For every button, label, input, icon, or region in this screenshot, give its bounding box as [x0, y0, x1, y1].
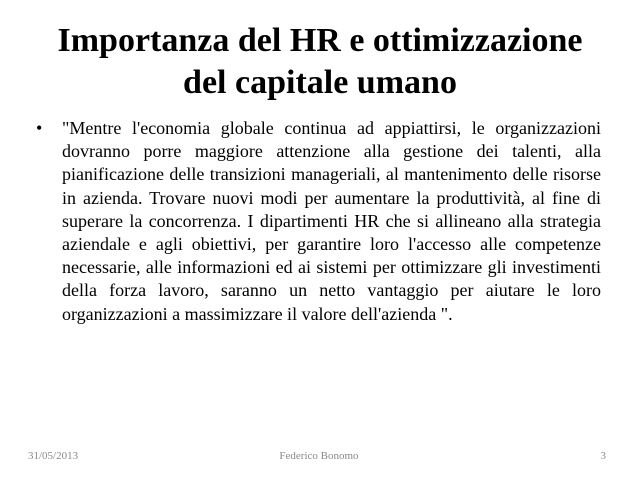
bullet-paragraph: "Mentre l'economia globale continua ad appiattirsi, le organizzazioni dovranno porre maggiore attenzione alla gestione dei talenti, alla pianificazione delle transizioni manageriali, al mantenimento delle risorse in azienda. Trovare nuovi modi per aumentare la produttività, al fine di superare la concorrenza. I dipartimenti HR che si allineano alla strategia aziendale e agli obiettivi, per garantire loro l'accesso alle competenze necessarie, alle informazioni ed ai sistemi per ottimizzare gli investimenti della forza lavoro, saranno un netto vantaggio per aiutare le loro organizzazioni a massimizzare il valore dell'azienda ". [62, 118, 601, 324]
slide-body [36, 117, 601, 326]
footer-date: 31/05/2013 [28, 450, 79, 462]
bullet-marker: • [36, 118, 43, 138]
slide-title-line-2: del capitale umano [183, 64, 457, 101]
footer-page-number: 3 [600, 450, 606, 462]
slide-title [20, 20, 620, 104]
slide-title-line-1: Importanza del HR e ottimizzazione [57, 22, 583, 59]
footer-author: Federico Bonomo [279, 450, 359, 462]
